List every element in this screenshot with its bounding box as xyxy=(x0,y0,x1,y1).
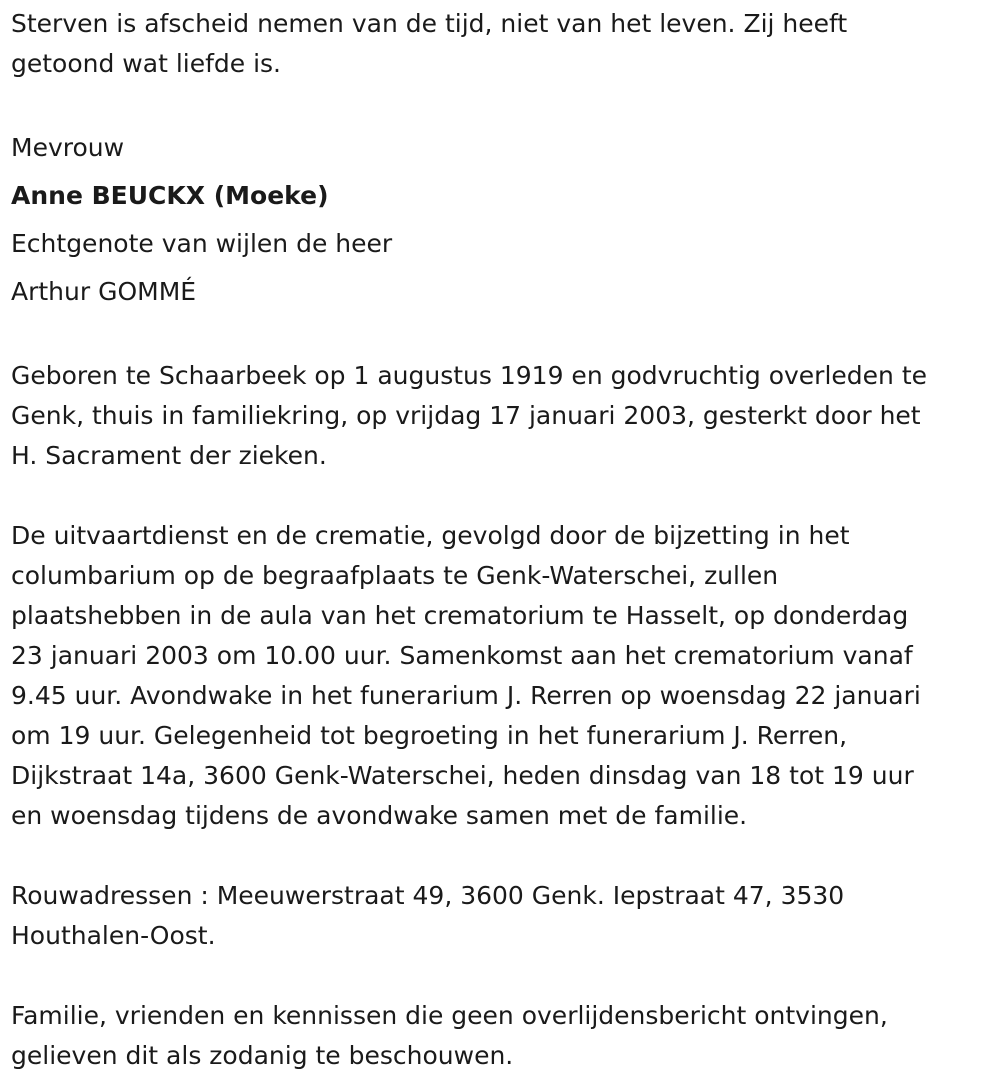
ceremony-paragraph xyxy=(11,516,990,836)
ceremony-line: columbarium op de begraafplaats te Genk-Waterschei, zullen xyxy=(11,561,779,590)
closing-line: Familie, vrienden en kennissen die geen overlijdensbericht ontvingen, xyxy=(11,1001,888,1030)
deceased-spouse: Arthur GOMMÉ xyxy=(11,277,197,306)
ceremony-line: om 19 uur. Gelegenheid tot begroeting in het funerarium J. Rerren, xyxy=(11,721,848,750)
ceremony-line: Dijkstraat 14a, 3600 Genk-Waterschei, heden dinsdag van 18 tot 19 uur xyxy=(11,761,914,790)
birth-death-line: Geboren te Schaarbeek op 1 augustus 1919 en godvruchtig overleden te xyxy=(11,361,928,390)
closing-line: gelieven dit als zodanig te beschouwen. xyxy=(11,1041,514,1070)
intro-line: getoond wat liefde is. xyxy=(11,49,282,78)
ceremony-line: De uitvaartdienst en de crematie, gevolgd door de bijzetting in het xyxy=(11,521,850,550)
deceased-block xyxy=(11,124,990,316)
ceremony-line: 9.45 uur. Avondwake in het funerarium J. Rerren op woensdag 22 januari xyxy=(11,681,921,710)
deceased-name: Anne BEUCKX (Moeke) xyxy=(11,181,329,210)
closing-paragraph xyxy=(11,996,990,1076)
intro-line: Sterven is afscheid nemen van de tijd, niet van het leven. Zij heeft xyxy=(11,9,848,38)
birth-death-line: Genk, thuis in familiekring, op vrijdag 17 januari 2003, gesterkt door het xyxy=(11,401,921,430)
intro-paragraph xyxy=(11,4,990,84)
deceased-relation: Echtgenote van wijlen de heer xyxy=(11,229,393,258)
birth-death-line: H. Sacrament der zieken. xyxy=(11,441,327,470)
ceremony-line: plaatshebben in de aula van het crematorium te Hasselt, op donderdag xyxy=(11,601,909,630)
ceremony-line: 23 januari 2003 om 10.00 uur. Samenkomst aan het crematorium vanaf xyxy=(11,641,913,670)
ceremony-line: en woensdag tijdens de avondwake samen met de familie. xyxy=(11,801,748,830)
birth-death-paragraph xyxy=(11,356,990,476)
addresses-line: Rouwadressen : Meeuwerstraat 49, 3600 Genk. Iepstraat 47, 3530 xyxy=(11,881,845,910)
addresses-paragraph xyxy=(11,876,990,956)
deceased-title: Mevrouw xyxy=(11,133,125,162)
addresses-line: Houthalen-Oost. xyxy=(11,921,216,950)
